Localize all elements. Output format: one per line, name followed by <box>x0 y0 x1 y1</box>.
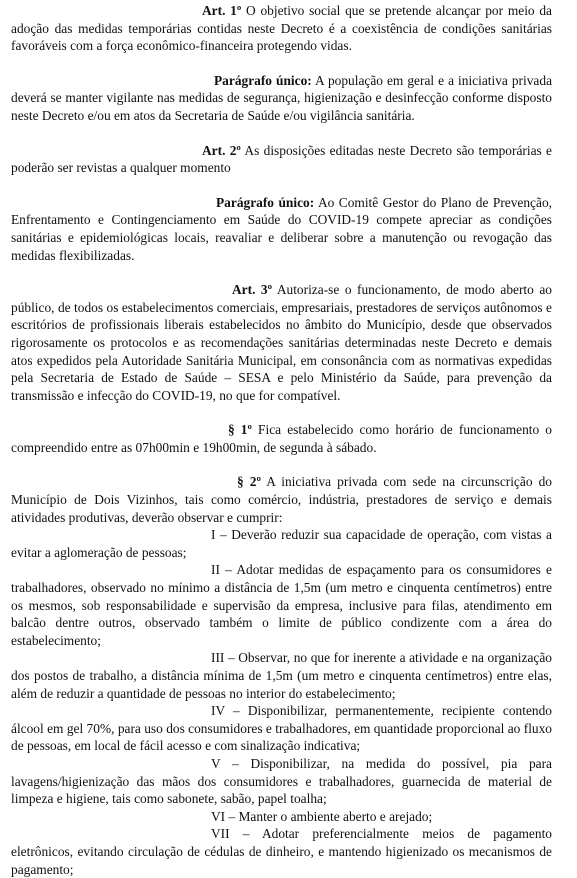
article-2-text: As disposições editadas neste Decreto são temporárias e poderão ser revistas a qualquer momento <box>11 142 552 176</box>
section-1-text: Fica estabelecido como horário de funcionamento o compreendido entre as 07h00min e 19h00min, de segunda à sábado. <box>11 422 552 455</box>
section-1 <box>11 421 552 456</box>
list-item: I – Deverão reduzir sua capacidade de operação, com vistas a evitar a aglomeração de pessoas; <box>11 527 552 560</box>
article-2-label: Art. 2º <box>202 142 241 158</box>
article-1-label: Art. 1º <box>202 3 242 18</box>
section-1-label: § 1º <box>228 422 252 438</box>
article-1 <box>11 2 552 55</box>
article-3-label: Art. 3º <box>232 282 273 298</box>
list-item: VII – Adotar preferencialmente meios de pagamento eletrônicos, evitando circulação de cédulas de dinheiro, e mantendo higienizado os mecanismos de pagamento; <box>11 826 552 877</box>
article-2-paragraph <box>11 194 552 264</box>
article-3-text: Autoriza-se o funcionamento, de modo aberto ao público, de todos os estabelecimentos comerciais, empresariais, prestadores de serviços autônomos e escritórios de profissionais liberais estabelecidos no âmbito do Município, desde que observados rigorosamente os protocolos e as recomendações sanitárias determinadas neste Decreto e demais atos expedidos pela Autoridade Sanitária Municipal, em consonância com as normativas expedidas pela Secretaria de Estado de Saúde – SESA e pelo Ministério da Saúde, para prevenção da transmissão e infecção do COVID-19, no que for compatível. <box>11 282 552 403</box>
section-2-label: § 2º <box>237 474 261 490</box>
list-item: VI – Manter o ambiente aberto e arejado; <box>211 808 433 824</box>
list-item: V – Disponibilizar, na medida do possível, pia para lavagens/higienização das mãos dos consumidores e trabalhadores, guarnecida de material de limpeza e higiene, tais como sabonete, sabão, papel toalha; <box>11 755 552 807</box>
article-1-paragraph <box>11 72 552 125</box>
paragraph-1-label: Parágrafo único: <box>214 72 312 88</box>
section-2-text: A iniciativa privada com sede na circunscrição do Município de Dois Vizinhos, tais como comércio, indústria, prestadores de serviço e demais atividades produtivas, deverão observar e cumprir: <box>11 474 552 525</box>
paragraph-1-text: A população em geral e a iniciativa privada deverá se manter vigilante nas medidas de segurança, higienização e desinfecção conforme disposto neste Decreto e/ou em atos da Secretaria de Saúde e/ou vigilância sanitária. <box>11 72 553 123</box>
list-item: IV – Disponibilizar, permanentemente, recipiente contendo álcool em gel 70%, para uso dos consumidores e trabalhadores, em quantidade proporcional ao fluxo de pessoas, em local de fácil acesso e com sinalização indicativa; <box>11 703 552 754</box>
list-item: II – Adotar medidas de espaçamento para os consumidores e trabalhadores, observado no mínimo a distância de 1,5m (um metro e cinquenta centímetros) entre os mesmos, sob responsabilidade e supervisão da empresa, inclusive para filas, atendimento em balcão dentre outros, observado também o limite de público condizente com a área do estabelecimento; <box>11 562 552 648</box>
article-1-text: O objetivo social que se pretende alcançar por meio da adoção das medidas temporárias contidas neste Decreto é a coexistência de condições sanitárias favoráveis com a força econômico-financeira protegendo vidas. <box>11 3 552 54</box>
section-2 <box>11 473 552 526</box>
article-2 <box>11 142 552 177</box>
article-3 <box>11 281 552 404</box>
paragraph-2-label: Parágrafo único: <box>216 194 315 210</box>
paragraph-2-text: Ao Comitê Gestor do Plano de Prevenção, Enfrentamento e Contingenciamento em Saúde do COVID-19 compete apreciar as condições sanitárias e epidemiológicas locais, reavaliar e deliberar sobre a manutenção ou revogação das medidas flexibilizadas. <box>11 194 552 263</box>
list-item: III – Observar, no que for inerente a atividade e na organização dos postos de trabalho, a distância mínima de 1,5m (um metro e cinquenta centímetros) entre elas, além de reduzir a quantidade de pessoas no interior do estabelecimento; <box>11 650 552 701</box>
